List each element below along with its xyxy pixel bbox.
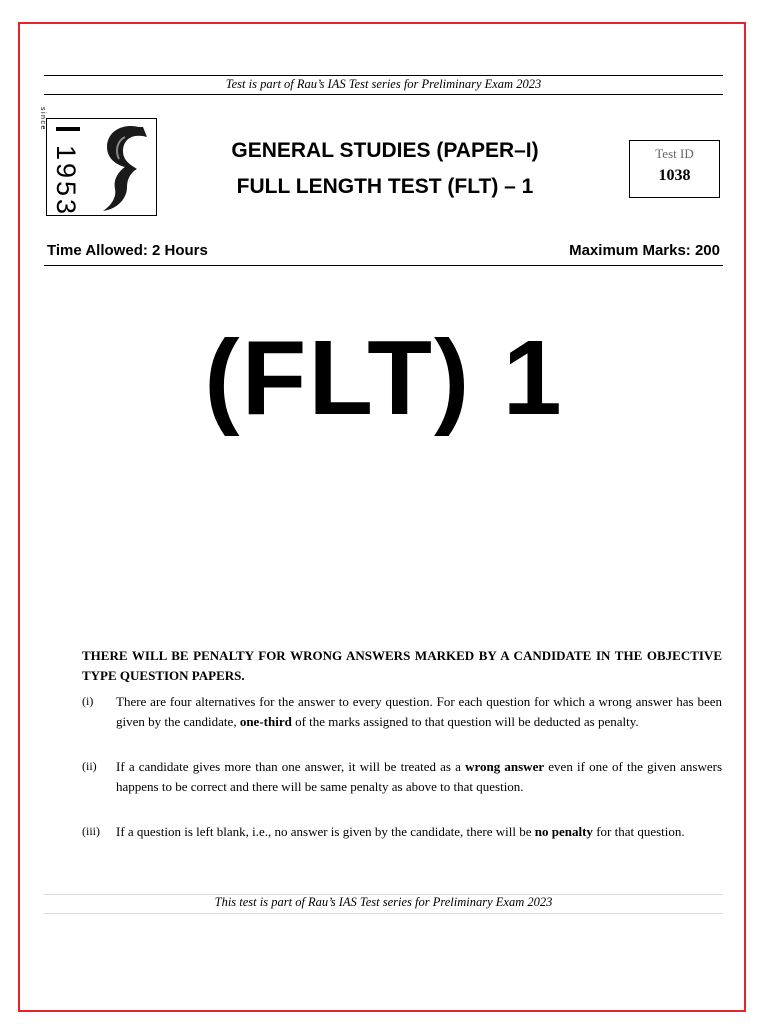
big-title: (FLT) 1	[204, 319, 564, 437]
logo-graphic	[39, 107, 156, 215]
meta-rule	[44, 265, 723, 266]
header-rule-top	[44, 75, 723, 76]
logo-since: since	[39, 107, 46, 131]
point-text-bold: no penalty	[534, 824, 593, 839]
penalty-heading: THERE WILL BE PENALTY FOR WRONG ANSWERS MARKED BY A CANDIDATE IN THE OBJECTIVE TYPE QUESTION PAPERS.	[82, 648, 722, 683]
title-line-2: FULL LENGTH TEST (FLT) – 1	[236, 175, 534, 198]
point-number: (ii)	[82, 759, 97, 773]
point-text	[116, 757, 722, 796]
test-id-box	[629, 140, 720, 198]
point-text	[116, 692, 722, 731]
raus-ias-logo	[39, 107, 157, 216]
maximum-marks: Maximum Marks: 200	[569, 242, 720, 259]
test-id-value: 1038	[658, 167, 691, 184]
penalty-point-2	[82, 757, 722, 796]
point-text-after: for that question.	[592, 824, 685, 839]
logo-digit-1: 1	[51, 145, 81, 161]
logo-profile-shape	[103, 126, 147, 211]
test-id-label: Test ID	[655, 146, 694, 161]
title-line-1: GENERAL STUDIES (PAPER–I)	[231, 139, 539, 162]
penalty-point-3	[82, 822, 722, 842]
point-number: (iii)	[82, 824, 100, 838]
header-rule-bottom	[44, 94, 723, 95]
point-text-bold: wrong answer	[465, 759, 545, 774]
point-text-before: If a question is left blank, i.e., no answer is given by the candidate, there will be	[116, 824, 535, 839]
point-text	[116, 822, 722, 842]
header-tagline: Test is part of Rau’s IAS Test series for Preliminary Exam 2023	[225, 77, 542, 91]
penalty-point-1	[82, 692, 722, 731]
footer-tagline: This test is part of Rau’s IAS Test series for Preliminary Exam 2023	[214, 895, 553, 909]
point-text-bold: one-third	[239, 713, 292, 729]
footer-rule-bottom	[44, 913, 723, 914]
point-text-before: If a candidate gives more than one answer, it will be treated as a	[116, 759, 466, 774]
point-text-after: even if one of the given answers happens to be correct and there will be same penalty as above to that question.	[116, 759, 722, 794]
logo-bar	[56, 127, 80, 131]
point-text-before: There are four alternatives for the answer to every question. For each question for which a wrong answer has been given by the candidate,	[116, 694, 722, 729]
logo-digit-2: 9	[51, 163, 81, 179]
point-number: (i)	[82, 694, 94, 708]
time-allowed: Time Allowed: 2 Hours	[47, 242, 208, 259]
logo-digit-4: 3	[51, 199, 81, 215]
logo-digit-3: 5	[51, 181, 81, 197]
point-text-after: of the marks assigned to that question will be deducted as penalty.	[291, 713, 639, 729]
